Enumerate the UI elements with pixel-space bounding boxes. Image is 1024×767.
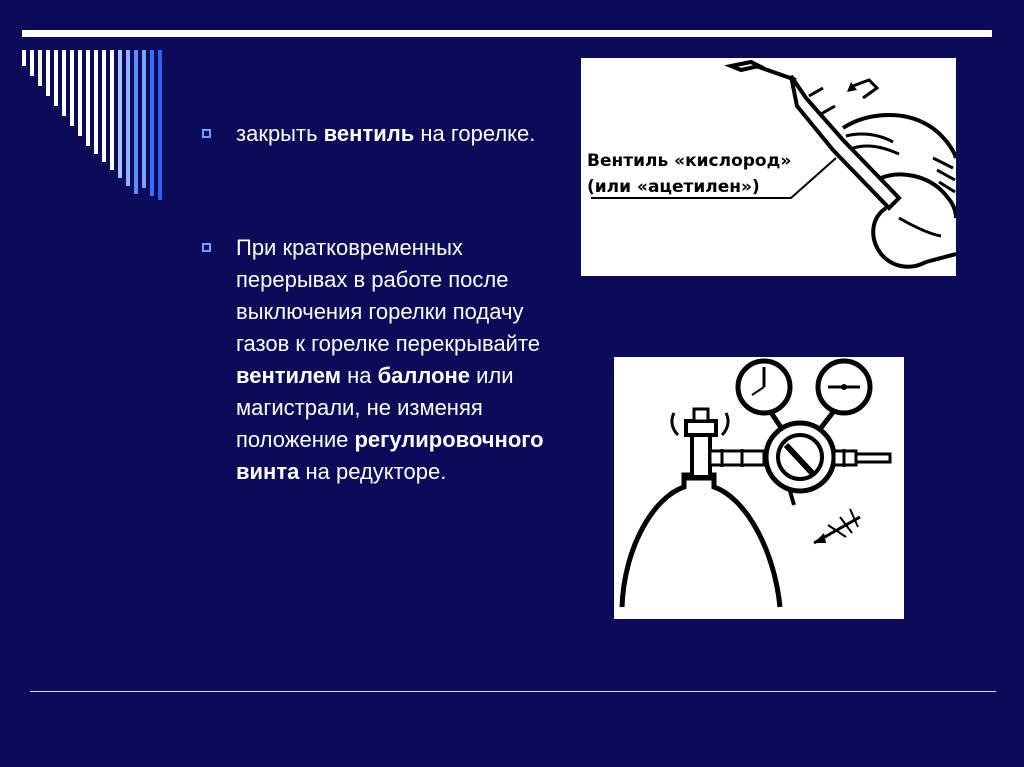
deco-bar	[38, 50, 42, 86]
cylinder-reducer-illustration	[614, 357, 904, 619]
deco-bar	[30, 50, 34, 76]
deco-bar	[70, 50, 74, 126]
bullet-close-valve	[200, 118, 560, 150]
deco-bar	[158, 50, 162, 200]
deco-bar	[94, 50, 98, 154]
valve-label-acetylene: (или «ацетилен»)	[587, 177, 760, 197]
deco-bar	[118, 50, 122, 178]
deco-bar	[102, 50, 106, 162]
bullet-text: закрыть вентиль на горелке.	[236, 121, 536, 146]
decorative-bars	[0, 0, 180, 200]
square-bullet-icon	[202, 243, 211, 252]
deco-bar	[110, 50, 114, 170]
valve-label-oxygen: Вентиль «кислород»	[587, 151, 792, 171]
deco-bar	[78, 50, 82, 136]
torch-valve-illustration	[581, 58, 956, 276]
deco-bar	[134, 50, 138, 194]
deco-bar	[54, 50, 58, 106]
bullet-list	[200, 118, 560, 488]
bottom-rule	[30, 691, 996, 692]
bullet-text: При кратковременных перерывах в работе после выключения горелки подачу газов к горелке перекрывайте вентилем на баллоне или магистрали, не изменяя положение регулировочного винта на редукторе.	[236, 235, 544, 484]
bullet-short-breaks	[200, 232, 560, 488]
deco-bar	[126, 50, 130, 186]
deco-bar	[62, 50, 66, 116]
deco-bar	[150, 50, 154, 196]
deco-bar	[22, 50, 26, 66]
deco-bar	[86, 50, 90, 146]
square-bullet-icon	[202, 129, 211, 138]
deco-bar	[142, 50, 146, 188]
deco-bar	[46, 50, 50, 96]
